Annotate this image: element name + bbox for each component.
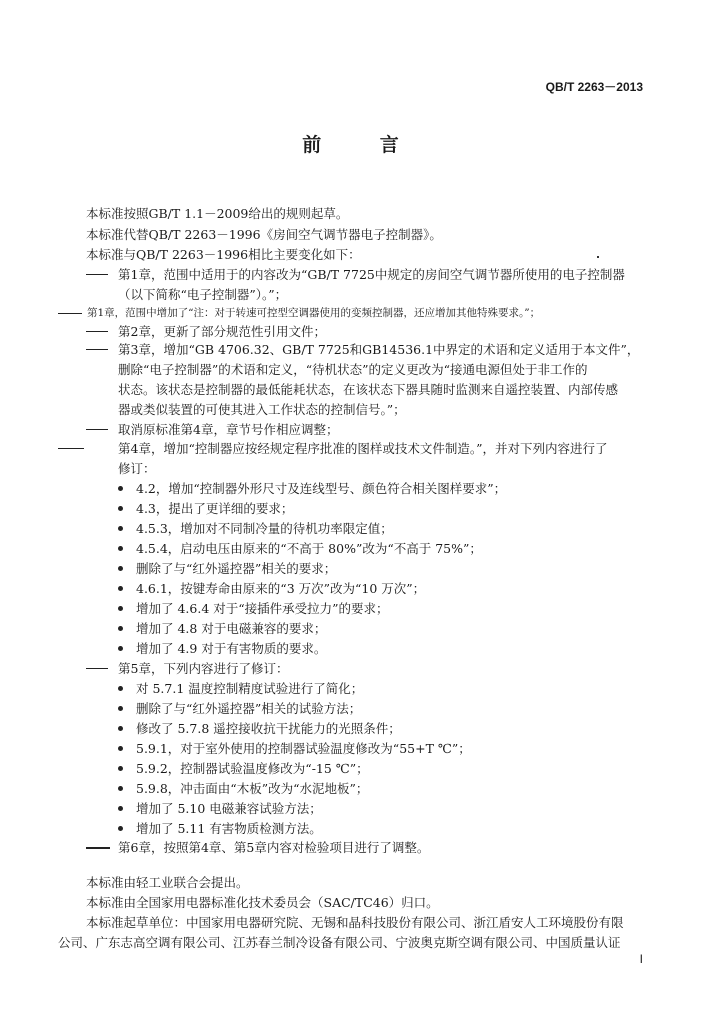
change-text: 第6章，按照第4章、第5章内容对检验项目进行了调整。 [118, 840, 430, 855]
change-text: 第1章，范围中适用于的内容改为“GB/T 7725中规定的房间空气调节器所使用的电子控制器 [118, 267, 625, 282]
bullet-icon [118, 506, 123, 511]
dash-marker [86, 331, 108, 332]
dash-marker [86, 349, 108, 350]
bullet-icon [118, 526, 123, 531]
intro-line-3: 本标准与QB/T 2263－1996相比主要变化如下： [86, 247, 361, 262]
standard-number: QB/T 2263－2013 [545, 80, 643, 94]
dash-marker [58, 448, 84, 449]
change-text: 第2章，更新了部分规范性引用文件； [118, 324, 326, 339]
change-item-3-continuation-2: 状态。该状态是控制器的最低能耗状态，在该状态下器具随时监测来自遥控装置、内部传感 [118, 382, 619, 397]
dash-marker [86, 274, 108, 275]
bullet-icon [118, 746, 123, 751]
bullet-icon [118, 686, 123, 691]
page-title: 前 言 [302, 134, 425, 156]
proposer-statement: 本标准由轻工业联合会提出。 [86, 875, 249, 890]
bullet-icon [118, 786, 123, 791]
change-text: 第1章，范围中增加了“注：对于转速可控型空调器使用的变频控制器，还应增加其他特殊要求。”； [87, 307, 541, 319]
change-text: 第4章，增加“控制器应按经规定程序批准的图样或技术文件制造。”，并对下列内容进行了 [118, 441, 608, 456]
bullet-icon [118, 646, 123, 651]
bullet-icon [118, 626, 123, 631]
page-number: I [639, 952, 643, 966]
dash-marker [58, 313, 82, 314]
drafters-line-1: 本标准起草单位：中国家用电器研究院、无锡和晶科技股份有限公司、浙江盾安人工环境股份有限 [86, 915, 624, 930]
dash-marker [86, 668, 108, 669]
bullet-icon [118, 486, 123, 491]
change-text: 取消原标准第4章，章节号作相应调整； [118, 422, 339, 437]
bullet-icon [118, 706, 123, 711]
change-item-3-continuation-1: 删除“电子控制器”的术语和定义，“待机状态”的定义更改为“接通电源但处于非工作的 [118, 362, 588, 377]
change-text: 第3章，增加“GB 4706.32、GB/T 7725和GB14536.1中界定的术语和定义适用于本文件”， [118, 342, 640, 357]
intro-line-1: 本标准按照GB/T 1.1－2009给出的规则起草。 [86, 206, 349, 221]
bullet-icon [118, 546, 123, 551]
committee-statement: 本标准由全国家用电器标准化技术委员会（SAC/TC46）归口。 [86, 895, 439, 910]
dash-marker [86, 847, 110, 849]
change-text: 第5章，下列内容进行了修订： [118, 661, 289, 676]
drafters-line-2: 公司、广东志高空调有限公司、江苏春兰制冷设备有限公司、宁波奥克斯空调有限公司、中国质量认证 [58, 935, 621, 950]
bullet-icon [118, 566, 123, 571]
intro-line-2: 本标准代替QB/T 2263－1996《房间空气调节器电子控制器》。 [86, 227, 442, 242]
bullet-icon [118, 826, 123, 831]
change-item-4-continuation: 修订： [118, 461, 156, 476]
scan-speck [597, 256, 599, 258]
change-item-3-continuation-3: 器或类似装置的可使其进入工作状态的控制信号。”； [118, 402, 406, 417]
bullet-icon [118, 726, 123, 731]
dash-marker [86, 429, 108, 430]
bullet-icon [118, 586, 123, 591]
bullet-icon [118, 766, 123, 771]
bullet-icon [118, 606, 123, 611]
change-item-1a-continuation: （以下简称“电子控制器”）。”； [118, 287, 288, 302]
bullet-icon [118, 806, 123, 811]
